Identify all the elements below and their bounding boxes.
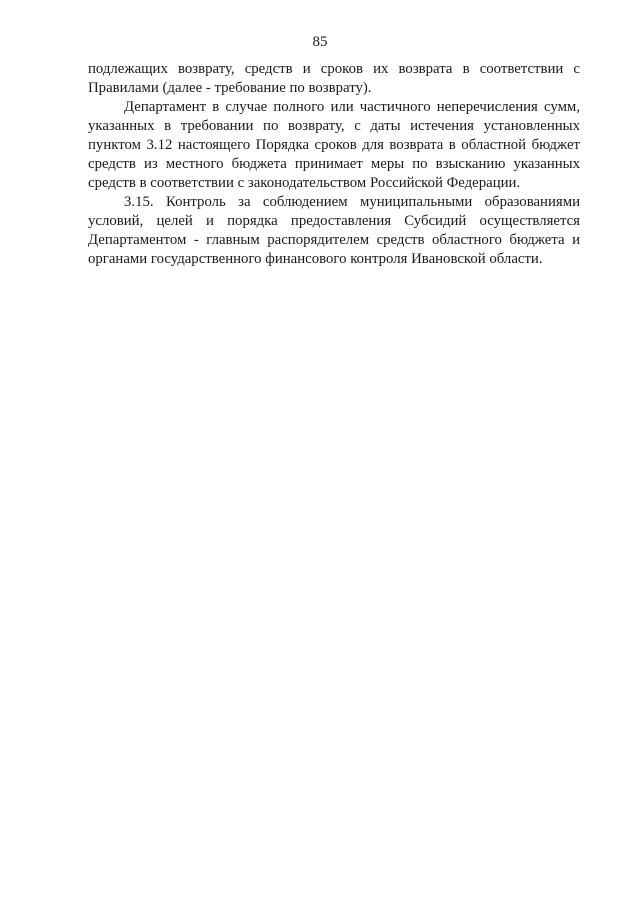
page-number: 85 [312,34,328,50]
paragraph: Департамент в случае полного или частичного неперечисления сумм, указанных в требовании по возврату, с даты истечения установленных пунктом 3.12 настоящего Порядка сроков для возврата в областной бюджет средств из местного бюджета принимает меры по взысканию указанных средств в соответствии с законодательством Российской Федерации. [88,99,580,191]
paragraph: 3.15. Контроль за соблюдением муниципальными образованиями условий, целей и порядка предоставления Субсидий осуществляется Департаментом - главным распорядителем средств областного бюджета и органами государственного финансового контроля Ивановской области. [88,194,580,267]
page-content [88,60,580,269]
paragraph: подлежащих возврату, средств и сроков их возврата в соответствии с Правилами (далее - требование по возврату). [88,61,580,96]
